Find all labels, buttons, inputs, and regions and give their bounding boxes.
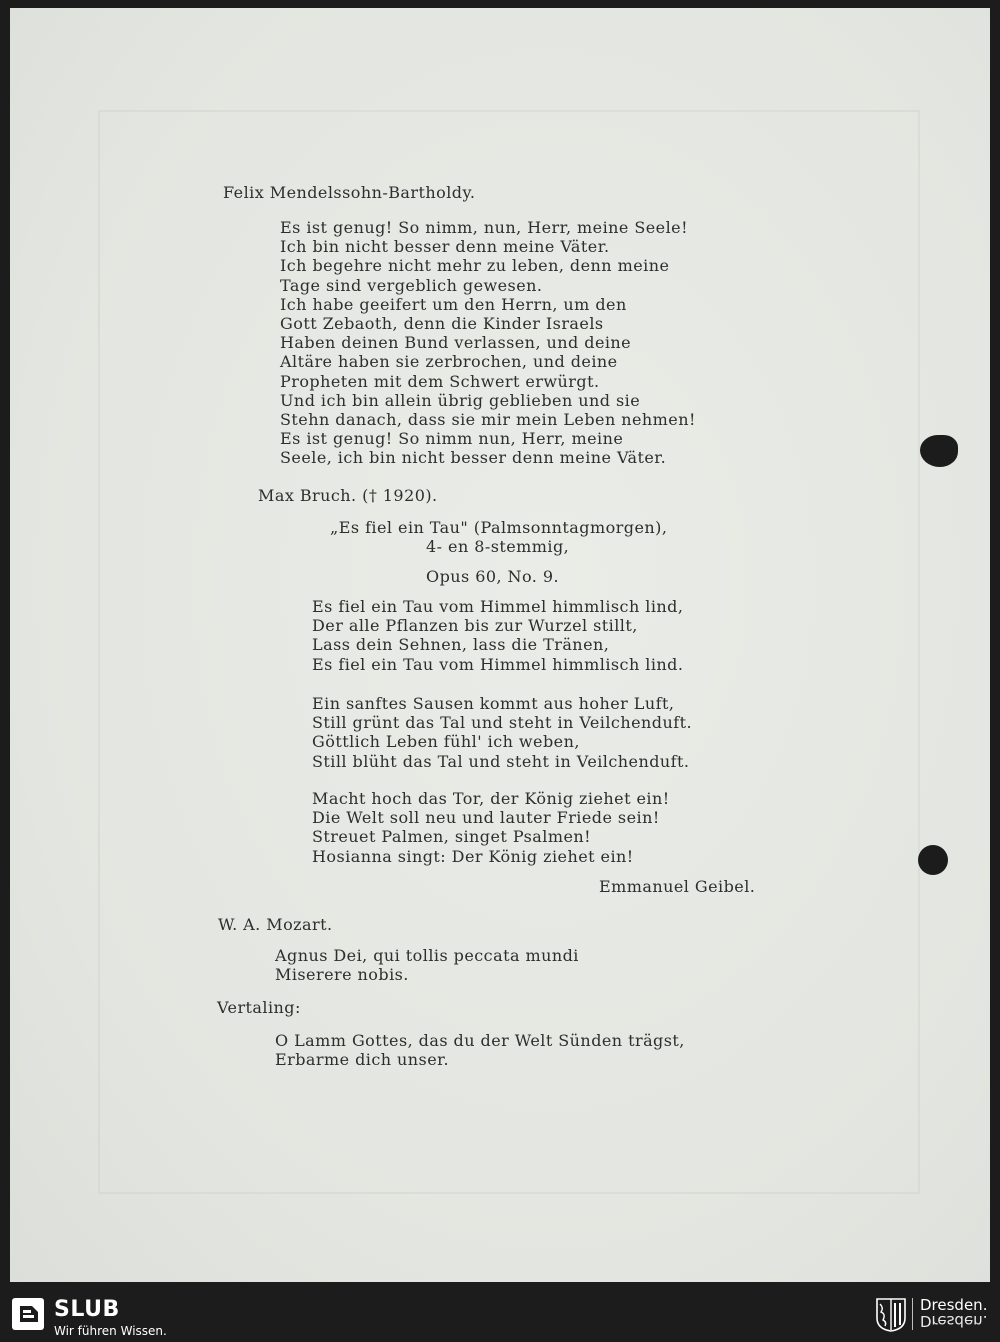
text-line: Macht hoch das Tor, der König ziehet ein!	[312, 789, 670, 808]
mozart-text	[275, 946, 579, 984]
text-line: Es ist genug! So nimm, nun, Herr, meine Seele!	[280, 218, 688, 237]
punch-hole	[920, 435, 958, 467]
text-line: Miserere nobis.	[275, 965, 409, 985]
text-line: Ich begehre nicht mehr zu leben, denn meine	[280, 256, 670, 276]
composer-mendelssohn: Felix Mendelssohn-Bartholdy.	[223, 183, 476, 202]
text-line: Gott Zebaoth, denn die Kinder Israels	[280, 313, 604, 333]
text-line: Altäre haben sie zerbrochen, und deine	[280, 352, 618, 372]
text-line: Seele, ich bin nicht besser denn meine Väter.	[280, 448, 667, 468]
bruch-opus: Opus 60, No. 9.	[426, 567, 560, 586]
document-page	[10, 8, 990, 1282]
text-line: Erbarme dich unser.	[275, 1050, 450, 1070]
text-line: Agnus Dei, qui tollis peccata mundi	[275, 946, 579, 965]
bruch-stanza-3	[312, 789, 670, 866]
text-line: Propheten mit dem Schwert erwürgt.	[280, 371, 600, 391]
slub-logo-icon	[12, 1298, 44, 1330]
library-footer	[0, 1290, 1000, 1342]
text-line: Der alle Pflanzen bis zur Wurzel stillt,	[312, 616, 638, 636]
text-line: Und ich bin allein übrig geblieben und sie	[280, 390, 641, 410]
bruch-title-line-1: „Es fiel ein Tau" (Palmsonntagmorgen),	[330, 518, 668, 537]
slub-name[interactable]: SLUB	[54, 1297, 120, 1322]
text-line: Streuet Palmen, singet Psalmen!	[312, 827, 592, 847]
text-line: Lass dein Sehnen, lass die Tränen,	[312, 635, 610, 655]
poem-author: Emmanuel Geibel.	[599, 877, 756, 896]
text-line: Stehn danach, dass sie mir mein Leben nehmen!	[280, 409, 696, 429]
translation-heading: Vertaling:	[217, 998, 301, 1017]
text-line: Es fiel ein Tau vom Himmel himmlisch lind,	[312, 597, 684, 616]
dresden-coat-of-arms-icon	[876, 1298, 906, 1332]
composer-mozart: W. A. Mozart.	[218, 915, 333, 934]
dresden-name[interactable]: Dresden.	[920, 1296, 988, 1314]
text-line: O Lamm Gottes, das du der Welt Sünden trägst,	[275, 1031, 685, 1050]
punch-hole	[918, 845, 948, 875]
composer-bruch: Max Bruch. († 1920).	[258, 486, 438, 505]
bruch-title-line-2: 4- en 8-stemmig,	[426, 537, 570, 556]
bruch-stanza-2	[312, 694, 692, 771]
text-line: Haben deinen Bund verlassen, und deine	[280, 333, 632, 353]
text-line: Es fiel ein Tau vom Himmel himmlisch lind.	[312, 654, 684, 674]
slub-slogan: Wir führen Wissen.	[54, 1324, 167, 1338]
translation-text	[275, 1031, 685, 1069]
text-line: Tage sind vergeblich gewesen.	[280, 275, 543, 295]
text-line: Göttlich Leben fühl' ich weben,	[312, 732, 580, 752]
bruch-stanza-1	[312, 597, 683, 674]
text-line: Es ist genug! So nimm nun, Herr, meine	[280, 429, 624, 449]
text-line: Ein sanftes Sausen kommt aus hoher Luft,	[312, 694, 675, 713]
text-line: Still grünt das Tal und steht in Veilchenduft.	[312, 713, 692, 733]
text-line: Ich habe geeifert um den Herrn, um den	[280, 294, 627, 314]
text-line: Die Welt soll neu und lauter Friede sein!	[312, 808, 660, 828]
text-line: Ich bin nicht besser denn meine Väter.	[280, 237, 610, 257]
mendelssohn-text	[280, 218, 696, 467]
text-line: Still blüht das Tal und steht in Veilchenduft.	[312, 751, 690, 771]
dresden-name-reflection: Dresden.	[920, 1312, 988, 1330]
footer-separator	[912, 1298, 913, 1330]
text-line: Hosianna singt: Der König ziehet ein!	[312, 846, 634, 866]
